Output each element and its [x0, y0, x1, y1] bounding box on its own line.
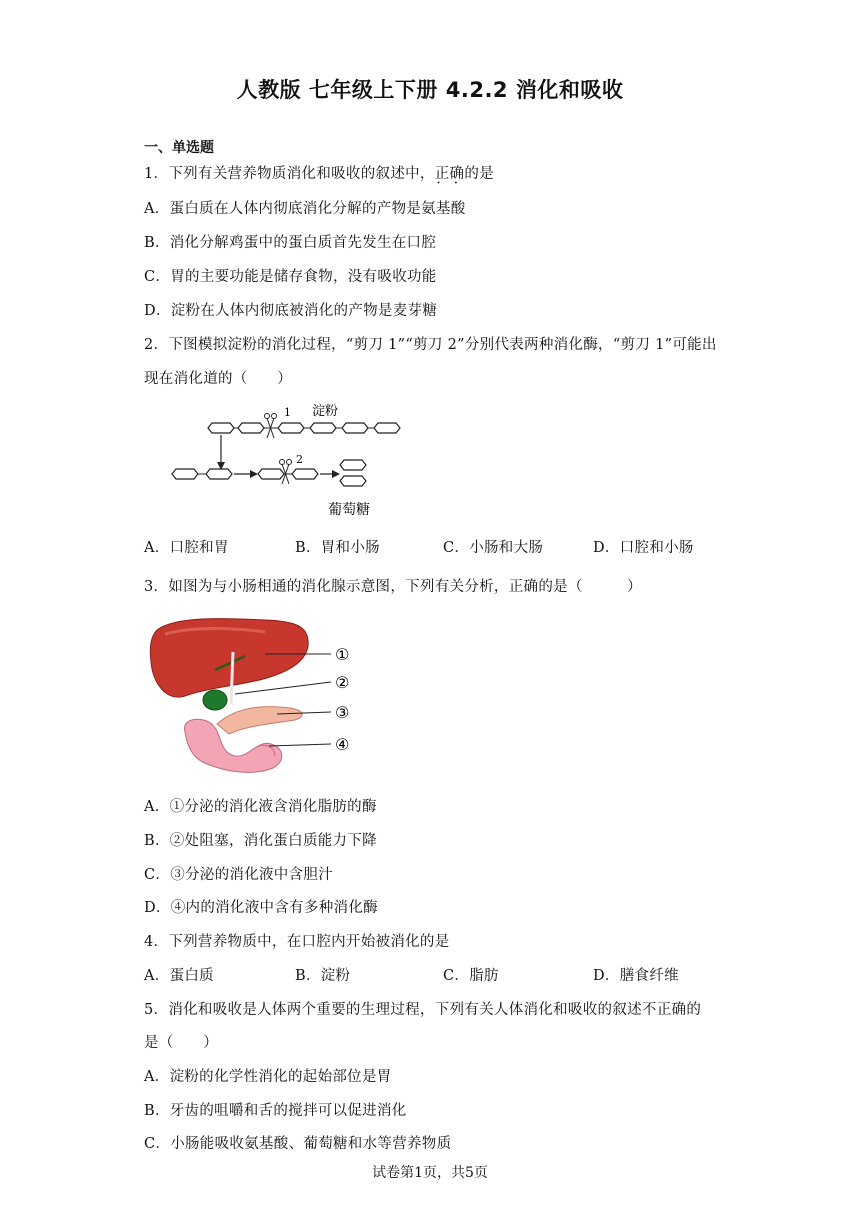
question-4-stem: 4．下列营养物质中，在口腔内开始被消化的是: [144, 934, 450, 950]
starch-digestion-figure: [168, 398, 418, 520]
question-1-emphasis: 正确 • •: [435, 166, 465, 182]
question-1-stem-text: 1．下列有关营养物质消化和吸收的叙述中，: [144, 166, 435, 182]
question-5-stem-line2: 是（ ）: [144, 1035, 218, 1051]
maltose-chain: [172, 460, 366, 486]
question-2-option-d: D．口腔和小肠: [593, 540, 694, 556]
question-1-stem: [144, 162, 494, 183]
question-5-option-c: C．小肠能吸收氨基酸、葡萄糖和水等营养物质: [144, 1136, 452, 1152]
liver-shape: [150, 619, 308, 698]
scissors-1-label: 1: [284, 406, 291, 419]
page-footer: 试卷第1页，共5页: [372, 1165, 488, 1181]
question-2-option-a: A．口腔和胃: [144, 540, 229, 556]
question-5-option-b: B．牙齿的咀嚼和舌的搅拌可以促进消化: [144, 1103, 407, 1119]
question-4-option-a: A．蛋白质: [144, 968, 214, 984]
question-3-stem: 3．如图为与小肠相通的消化腺示意图，下列有关分析，正确的是（ ）: [144, 579, 642, 595]
starch-label: 淀粉: [312, 404, 339, 419]
question-4-option-c: C．脂肪: [443, 968, 499, 984]
label-1: ①: [335, 645, 350, 664]
starch-chain: [208, 423, 400, 433]
digestive-glands-figure: [145, 612, 365, 777]
question-1-option-d: D．淀粉在人体内彻底被消化的产物是麦芽糖: [144, 303, 438, 319]
section-heading: 一、单选题: [144, 140, 214, 156]
page-title: 人教版 七年级上下册 4.2.2 消化和吸收: [236, 78, 624, 102]
question-2-stem-line2: 现在消化道的（ ）: [144, 371, 292, 387]
question-4-option-d: D．膳食纤维: [593, 968, 679, 984]
question-2-stem-line1: 2．下图模拟淀粉的消化过程，“剪刀 1”“剪刀 2”分别代表两种消化酶，“剪刀 1”可能出: [144, 337, 717, 353]
question-5-option-a: A．淀粉的化学性消化的起始部位是胃: [144, 1069, 392, 1085]
label-2: ②: [335, 673, 350, 692]
question-3-option-c: C．③分泌的消化液中含胆汁: [144, 867, 333, 883]
question-1-option-b: B．消化分解鸡蛋中的蛋白质首先发生在口腔: [144, 235, 437, 251]
pancreas-shape: [217, 707, 302, 734]
question-2-option-c: C．小肠和大肠: [443, 540, 544, 556]
question-3-option-d: D．④内的消化液中含有多种消化酶: [144, 900, 378, 916]
gallbladder-shape: [203, 690, 227, 710]
question-3-option-a: A．①分泌的消化液含消化脂肪的酶: [144, 799, 377, 815]
label-3: ③: [335, 703, 350, 722]
question-1-option-c: C．胃的主要功能是储存食物，没有吸收功能: [144, 269, 437, 285]
question-4-option-b: B．淀粉: [295, 968, 351, 984]
question-1-option-a: A．蛋白质在人体内彻底消化分解的产物是氨基酸: [144, 201, 466, 217]
question-3-option-b: B．②处阻塞，消化蛋白质能力下降: [144, 833, 377, 849]
scissors-2-label: 2: [296, 453, 303, 466]
question-5-stem-line1: 5．消化和吸收是人体两个重要的生理过程，下列有关人体消化和吸收的叙述不正确的: [144, 1002, 702, 1018]
question-2-option-b: B．胃和小肠: [295, 540, 380, 556]
label-4: ④: [335, 735, 350, 754]
question-1-stem-end: 的是: [464, 166, 494, 182]
scissors-1-icon: [265, 414, 277, 439]
glucose-label: 葡萄糖: [328, 502, 370, 518]
